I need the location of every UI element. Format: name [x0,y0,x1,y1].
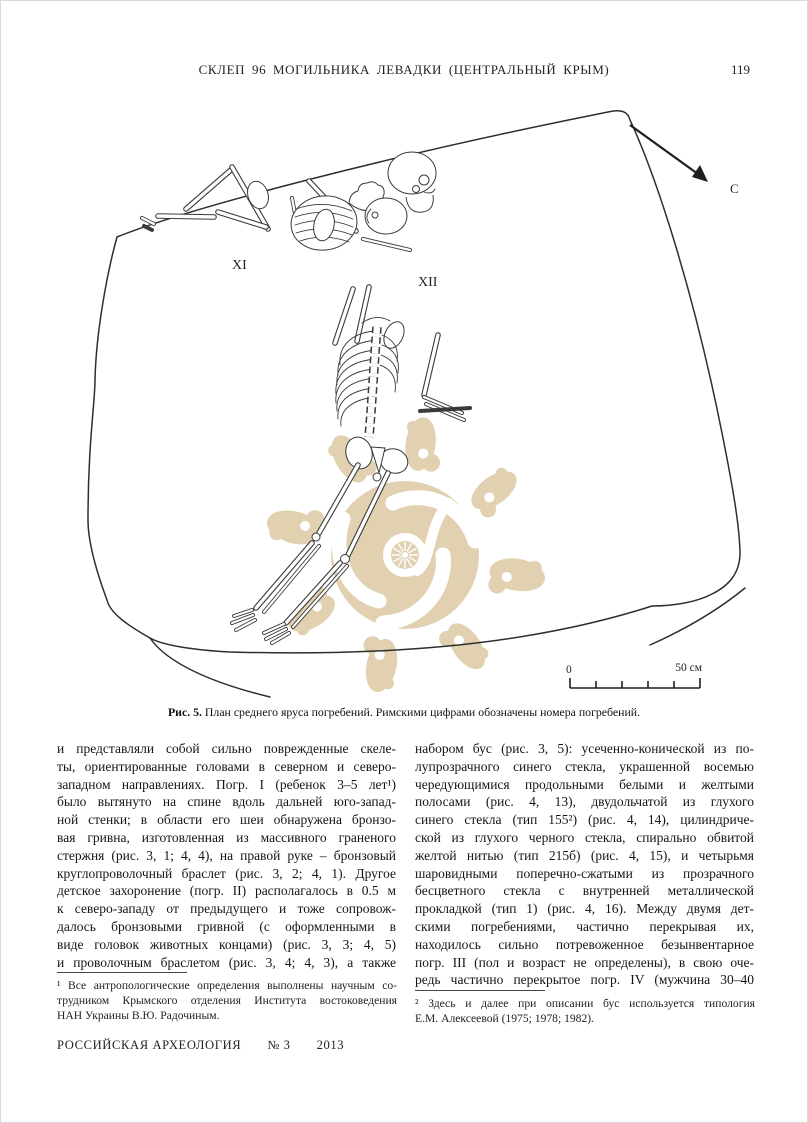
text-line: ты, ориентированные головами в северном и северо- [57,758,396,774]
text-line: было вытянуто на спине вдоль дальней юго-запад- [57,794,396,810]
text-line: трудником Крымского отделения Института востоковедения [57,994,397,1008]
text-line: виде головок животных концами) (рис. 3, 3; 4, 5) [57,936,396,952]
figure-caption-lead: Рис. 5. [167,705,202,719]
text-line: находилось сильно потревоженное безынвентарное [415,936,754,952]
burial-plan-drawing [72,103,752,703]
text-line: погр. III (пол и возраст не определены), в свою оче- [415,954,754,970]
burial-label-xi: XI [232,258,247,273]
text-line: НАН Украины В.Ю. Радочиным. [57,1009,220,1023]
journal-footer [57,1038,370,1053]
text-line: бесцветного стекла с внутренней металлической [415,883,754,899]
north-label: С [730,181,739,196]
text-line: полосами (рис. 4, 13), двудольчатой из глухого [415,794,754,810]
text-line: далось бронзовыми гривной (с оформленными в [57,918,396,934]
text-line: чередующимися продольными белыми и желтыми [415,776,754,792]
text-line: круглопроволочный браслет (рис. 3, 2; 4, 1). Другое [57,865,396,881]
text-line: к северо-западу от предыдущего и тоже сопровож- [57,901,396,917]
footnote-1 [57,978,397,1024]
figure-caption-text: План среднего яруса погребений. Римскими цифрами обозначены номера погребений. [201,705,641,719]
text-line: стержня (рис. 3, 1; 4, 4), на правой руке – бронзовый [57,847,396,863]
text-line: лупрозрачного синего стекла, украшенной восемью [415,758,754,774]
text-line: ной стенки; в области его шеи обнаружена бронзо- [57,812,396,828]
footnote-2 [415,996,755,1026]
journal-name: РОССИЙСКАЯ АРХЕОЛОГИЯ [57,1038,242,1052]
footnote-rule-left [57,972,187,973]
text-line: западном направлениях. Погр. I (ребенок 3–5 лет¹) [57,776,396,792]
scale-zero-label: 0 [566,664,572,676]
body-column-right [415,740,754,989]
text-line: желтой нитью (тип 215б) (рис. 4, 15), и четырьмя [415,847,754,863]
text-line: синего стекла (тип 155²) (рис. 4, 14), цилиндриче- [415,812,754,828]
footnote-rule-right [415,990,545,991]
text-line: шаровидными поперечно-сжатыми из прозрачного [415,865,754,881]
text-line: ² Здесь и далее при описании бус используется типология [415,997,755,1010]
body-column-left [57,740,396,971]
journal-issue: № 3 [267,1038,291,1052]
text-line: ¹ Все антропологические определения выполнены научным со- [57,979,397,992]
journal-year: 2013 [316,1038,345,1052]
page-number: 119 [730,62,750,77]
running-head-title: СКЛЕП 96 МОГИЛЬНИКА ЛЕВАДКИ (ЦЕНТРАЛЬНЫЙ КРЫМ) [198,62,610,77]
skeleton-burial-xi [142,152,436,254]
burial-label-xii: XII [418,275,438,290]
text-line: и проволочным браслетом (рис. 3, 4; 4, 3), а также [57,954,396,970]
text-line: скими погребениями, частично перекрывая их, [415,918,754,934]
text-line: вая гривна, изготовленная из массивного граненого [57,829,396,845]
figure-caption [0,705,808,720]
figure-burial-plan [72,103,752,703]
scale-end-label: 50 см [675,662,702,674]
text-line: набором бус (рис. 3, 5): усеченно-конической из по- [415,741,754,756]
text-line: детское захоронение (погр. II) располагалось в 0.5 м [57,883,396,899]
text-line: Е.М. Алексеевой (1975; 1978; 1982). [415,1012,595,1026]
text-line: и представляли собой сильно поврежденные скеле- [57,741,396,756]
text-line: ской из глухого черного стекла, спирально обвитой [415,829,754,845]
text-line: прокладкой (тип 1) (рис. 4, 16). Между двумя дет- [415,901,754,917]
scale-bar [570,678,700,688]
text-line: редь частично перекрытое погр. IV (мужчина 30–40 [415,972,754,988]
